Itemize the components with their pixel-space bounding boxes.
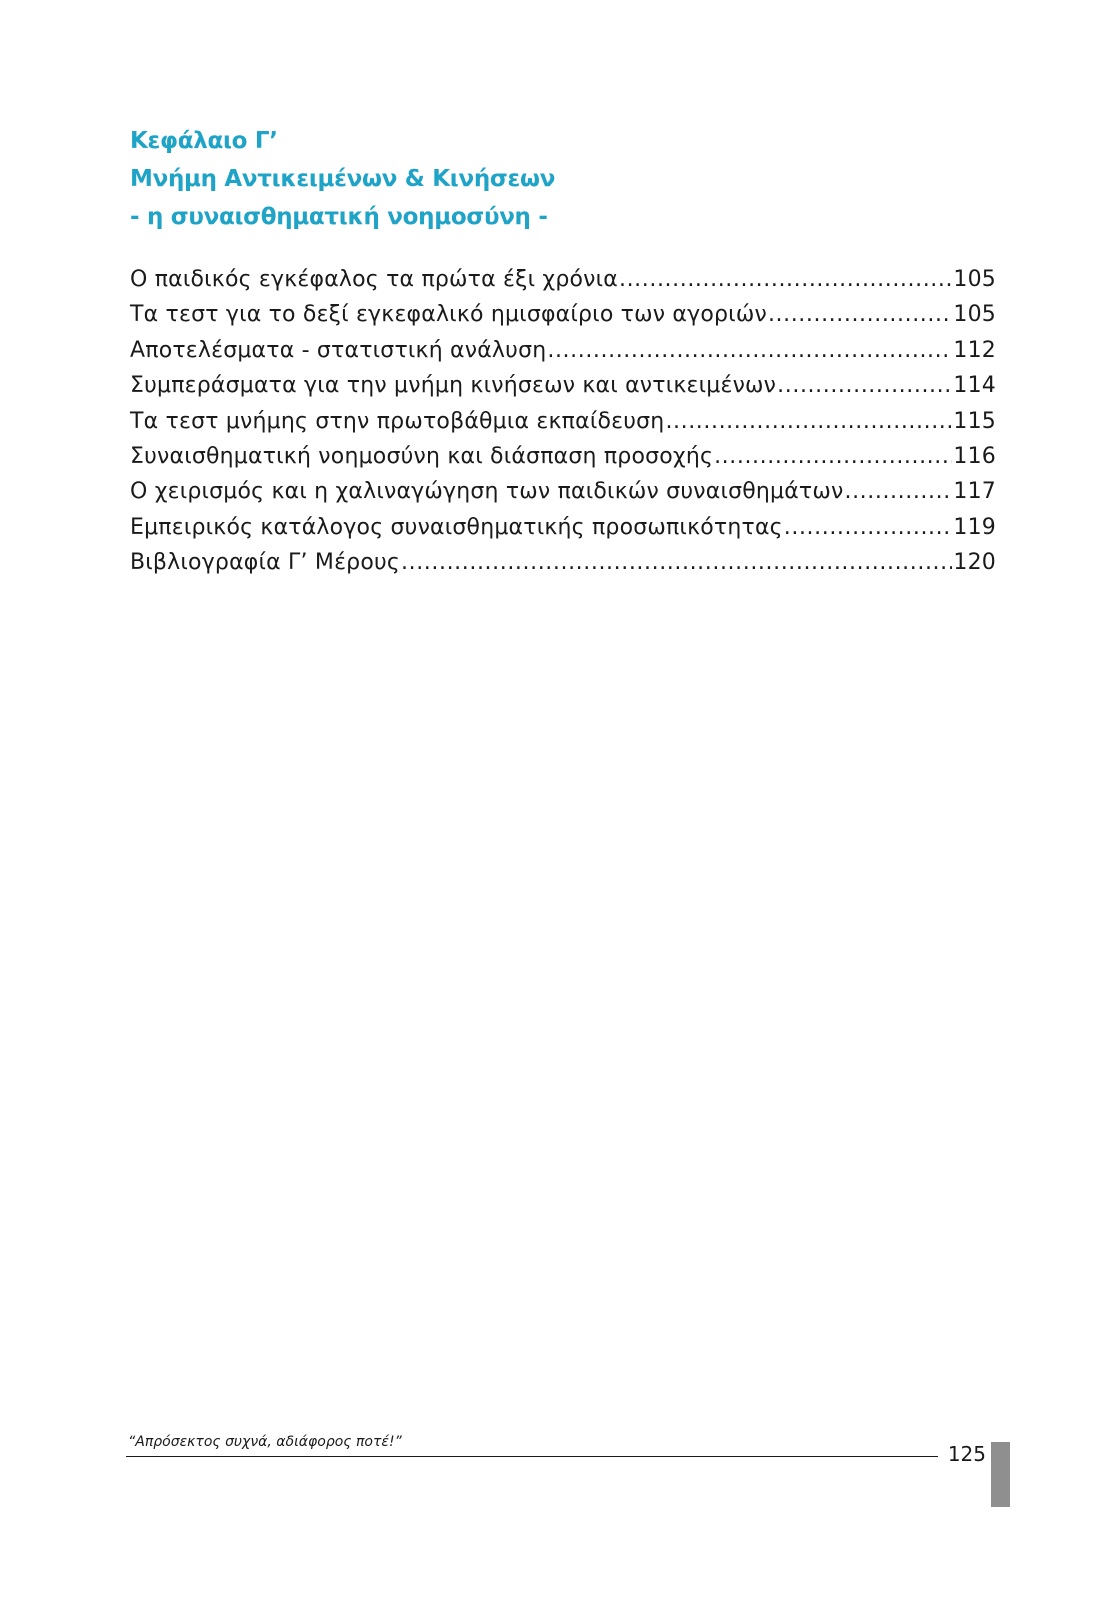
toc-entry-title: Ο παιδικός εγκέφαλος τα πρώτα έξι χρόνια: [130, 267, 618, 292]
chapter-title: Κεφάλαιο Γ’: [130, 128, 278, 154]
toc-entry-page: 116: [953, 443, 996, 469]
toc-entry-title: Συμπεράσματα για την μνήμη κινήσεων και αντικειμένων: [130, 373, 777, 399]
toc-entry-title: Τα τεστ μνήμης στην πρωτοβάθμια εκπαίδευση: [130, 408, 665, 434]
toc-entry-page: 119: [953, 514, 996, 540]
toc-entry[interactable]: [130, 439, 996, 474]
page-number: 125: [947, 1442, 986, 1466]
toc-entry-page: 105: [953, 267, 996, 292]
toc-entry-title: Συναισθηματική νοημοσύνη και διάσπαση προσοχής: [130, 443, 714, 469]
chapter-subtitle: Μνήμη Αντικειμένων & Κινήσεων: [130, 166, 556, 192]
page-edge-tab: [991, 1442, 1010, 1507]
toc-entry[interactable]: [130, 510, 996, 545]
toc-dot-leader: [845, 474, 953, 509]
toc-dot-leader: [547, 333, 952, 368]
toc-entry[interactable]: [130, 545, 996, 580]
toc-entry-title: Ο χειρισμός και η χαλιναγώγηση των παιδικών συναισθημάτων: [130, 479, 844, 505]
toc-entry-page: 120: [953, 550, 996, 576]
toc-entry-page: 117: [953, 479, 996, 505]
footer-divider: [126, 1456, 938, 1457]
toc-entry-title: Τα τεστ για το δεξί εγκεφαλικό ημισφαίριο των αγοριών: [130, 302, 767, 328]
toc-entry-title: Εμπειρικός κατάλογος συναισθηματικής προσωπικότητας: [130, 514, 783, 540]
toc-dot-leader: [619, 262, 952, 297]
toc-entry[interactable]: [130, 297, 996, 332]
toc-dot-leader: [714, 439, 952, 474]
toc-entry[interactable]: [130, 368, 996, 403]
toc-entry-page: 112: [953, 337, 996, 363]
footer-quote: “Απρόσεκτος συχνά, αδιάφορος ποτέ!”: [128, 1434, 402, 1450]
toc-entry-page: 115: [953, 408, 996, 434]
toc-dot-leader: [401, 545, 952, 580]
toc-dot-leader: [768, 297, 952, 332]
toc-entry[interactable]: [130, 333, 996, 368]
toc-entry-page: 114: [953, 373, 996, 399]
toc-dot-leader: [784, 510, 953, 545]
chapter-tagline: - η συναισθηματική νοημοσύνη -: [130, 204, 548, 230]
toc-entry[interactable]: [130, 262, 996, 297]
toc-entry[interactable]: [130, 404, 996, 439]
table-of-contents: [130, 262, 996, 581]
toc-entry[interactable]: [130, 474, 996, 509]
toc-dot-leader: [665, 404, 952, 439]
toc-dot-leader: [777, 368, 952, 403]
toc-entry-page: 105: [953, 302, 996, 328]
chapter-heading: [130, 122, 930, 236]
toc-entry-title: Αποτελέσματα - στατιστική ανάλυση: [130, 337, 547, 363]
toc-entry-title: Βιβλιογραφία Γ’ Μέρους: [130, 550, 401, 576]
